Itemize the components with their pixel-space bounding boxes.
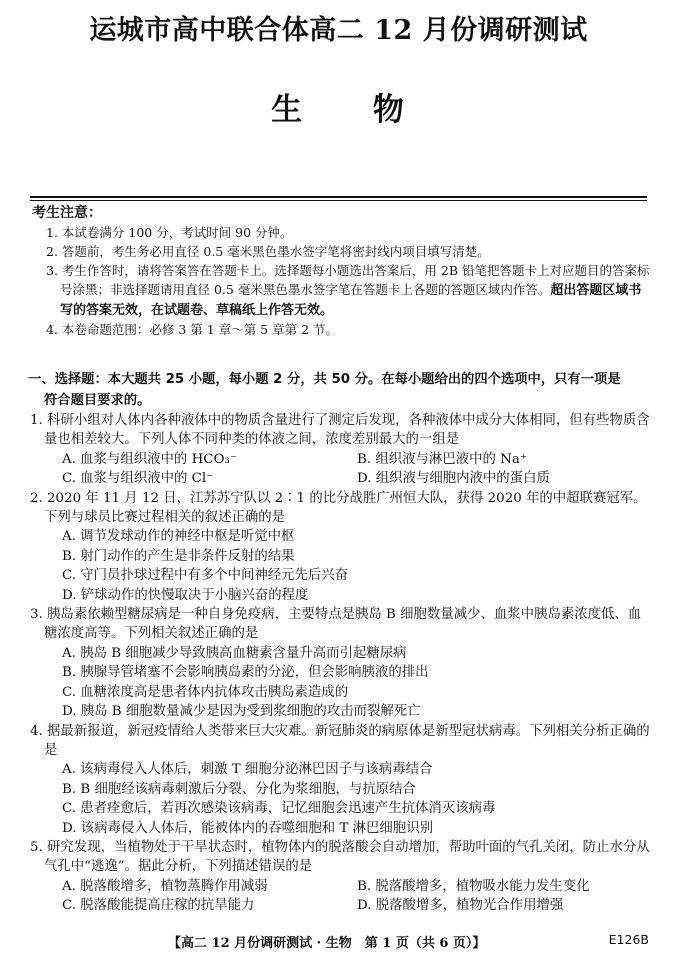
notice-item-3-emphasis: 超出答题区域书写的答案无效，在试题卷、草稿纸上作答无效。 — [60, 283, 642, 318]
notice-item-2: 2. 答题前，考生务必用直径 0.5 毫米黑色墨水签字笔将密封线内项目填写清楚。 — [46, 244, 490, 259]
header-rule-thin — [30, 200, 647, 201]
question-3 — [30, 605, 652, 721]
option-b: B. B 细胞经该病毒刺激后分裂、分化为浆细胞，与抗原结合 — [62, 781, 416, 797]
option-c: C. 患者痊愈后，若再次感染该病毒，记忆细胞会迅速产生抗体消灭该病毒 — [62, 801, 496, 817]
option-b: B. 脱落酸增多，植物吸水能力发生变化 — [357, 878, 590, 894]
subject-title: 生 物 — [271, 92, 406, 128]
option-row — [30, 877, 652, 896]
question-5 — [30, 838, 652, 916]
option-b: B. 射门动作的产生是非条件反射的结果 — [62, 548, 295, 564]
question-stem: 3. 胰岛素依赖型糖尿病是一种自身免疫病，主要特点是胰岛 B 细胞数量减少、血浆中胰岛素浓度低、血糖浓度高等。下列相关叙述正确的是 — [30, 607, 642, 642]
option-d: D. 组织液与细胞内液中的蛋白质 — [357, 471, 550, 487]
notice-heading: 考生注意： — [32, 205, 102, 221]
question-list — [30, 411, 652, 916]
notice-item-4: 4. 本卷命题范围：必修 3 第 1 章～第 5 章第 2 节。 — [46, 322, 338, 337]
option-c: C. 脱落酸能提高庄稼的抗旱能力 — [62, 898, 255, 914]
question-4 — [30, 722, 652, 838]
option-c: C. 血浆与组织液中的 Cl⁻ — [62, 471, 214, 487]
question-stem: 2. 2020 年 11 月 12 日，江苏苏宁队以 2∶1 的比分战胜广州恒大队，获得 2020 年的中超联赛冠军。下列与球员比赛过程相关的叙述正确的是 — [30, 490, 647, 526]
option-d: D. 该病毒侵入人体后，能被体内的吞噬细胞和 T 淋巴细胞识别 — [62, 820, 433, 836]
option-a: A. 脱落酸增多，植物蒸腾作用减弱 — [62, 878, 268, 894]
section-heading — [28, 369, 654, 411]
option-a: A. 调节发球动作的神经中枢是听觉中枢 — [62, 529, 295, 545]
exam-notice — [32, 204, 652, 339]
notice-item-1: 1. 本试卷满分 100 分，考试时间 90 分钟。 — [46, 225, 293, 240]
header-rule-thick — [30, 196, 647, 198]
footer-exam-code: E126B — [608, 932, 649, 947]
question-stem: 4. 据最新报道，新冠疫情给人类带来巨大灾难。新冠肺炎的病原体是新型冠状病毒。下列相关分析正确的是 — [30, 723, 650, 758]
option-b: B. 组织液与淋巴液中的 Na⁺ — [357, 451, 527, 467]
question-2 — [30, 489, 652, 605]
section-heading-line2: 符合题目要求的。 — [44, 393, 151, 408]
option-a: A. 血浆与组织液中的 HCO₃⁻ — [62, 451, 237, 467]
option-d: D. 胰岛 B 细胞数量减少是因为受到浆细胞的攻击而裂解死亡 — [62, 704, 421, 720]
notice-item-3-text: 3. 考生作答时，请将答案答在答题卡上。选择题每小题选出答案后，用 2B 铅笔把答题卡上对应题目的答案标号涂黑；非选择题请用直径 0.5 毫米黑色墨水签字笔在答题卡上各题的答题区域内作答。 — [46, 263, 650, 297]
notice-item-3 — [32, 261, 652, 320]
option-b: B. 胰腺导管堵塞不会影响胰岛素的分泌，但会影响胰液的排出 — [62, 665, 429, 681]
option-d: D. 脱落酸增多，植物光合作用增强 — [357, 898, 564, 914]
option-a: A. 该病毒侵入人体后，刺激 T 细胞分泌淋巴因子与该病毒结合 — [62, 762, 433, 778]
option-c: C. 守门员扑球过程中有多个中间神经元先后兴奋 — [62, 568, 349, 584]
option-c: C. 血糖浓度高是患者体内抗体攻击胰岛素造成的 — [62, 684, 349, 700]
option-d: D. 铲球动作的快慢取决于小脑兴奋的程度 — [62, 587, 309, 603]
question-stem: 5. 研究发现，当植物处于干旱状态时，植物体内的脱落酸会自动增加，帮助叶面的气孔关闭，防止水分从气孔中“逃逸”。据此分析，下列描述错误的是 — [30, 839, 650, 875]
option-row — [30, 450, 652, 469]
exam-title: 运城市高中联合体高二 12 月份调研测试 — [89, 15, 588, 46]
footer-page-info: 【高二 12 月份调研测试 · 生物 第 1 页（共 6 页）】 — [168, 936, 486, 951]
section-heading-line1: 一、选择题：本大题共 25 小题，每小题 2 分，共 50 分。在每小题给出的四个选项中，只有一项是 — [28, 372, 621, 387]
option-a: A. 胰岛 B 细胞减少导致胰高血糖素含量升高而引起糖尿病 — [62, 645, 407, 661]
question-1 — [30, 411, 652, 489]
option-row — [30, 896, 652, 915]
question-stem: 1. 科研小组对人体内各种液体中的物质含量进行了测定后发现，各种液体中成分大体相同，但有些物质含量也相差较大。下列人体不同种类的体液之间，浓度差别最大的一组是 — [30, 413, 650, 448]
option-row — [30, 469, 652, 488]
